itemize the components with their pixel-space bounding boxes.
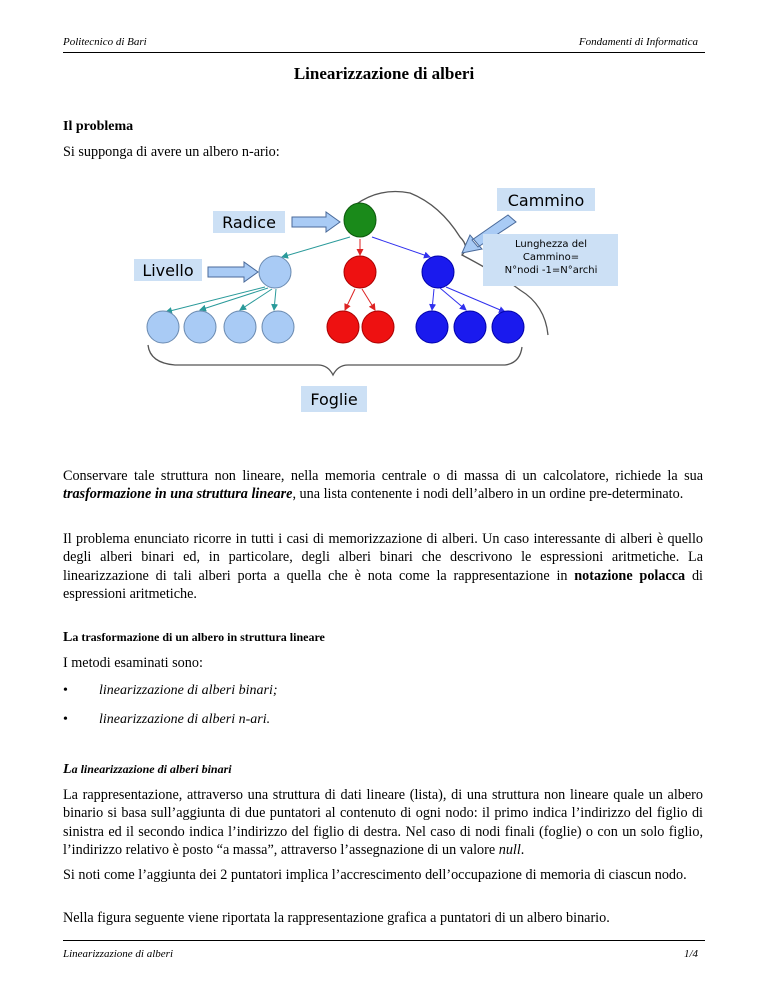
radice-label: Radice: [222, 213, 276, 232]
leaf-node: [147, 311, 179, 343]
paragraph-puntatori: Si noti come l’aggiunta dei 2 puntatori implica l’accrescimento dell’occupazione di memoria di ciascun nodo.: [63, 867, 687, 883]
paragraph-figura: Nella figura seguente viene riportata la rappresentazione grafica a puntatori di un albero binario.: [63, 910, 610, 926]
section-heading-binari: La linearizzazione di alberi binari: [63, 762, 232, 777]
section-heading-trasformazione: La trasformazione di un albero in struttura lineare: [63, 630, 325, 645]
lunghezza-line2: Cammino=: [522, 252, 580, 263]
footer-rule: [63, 940, 705, 941]
paragraph-problema: Il problema enunciato ricorre in tutti i casi di memorizzazione di alberi. Un caso interessante di alberi è quello degli alberi binari ed, in particolare, degli alberi binari che descrivono le espressioni aritmetiche. La linearizzazione di tali alberi porta a quella che è nota come la rappresentazione in notazione polacca di espressioni aritmetiche.: [63, 531, 703, 602]
radice-arrow: [292, 212, 340, 232]
level-node-red: [344, 256, 376, 288]
paragraph-rappresentazione: La rappresentazione, attraverso una struttura di dati lineare (lista), di una struttura non lineare quale un albero binario si basa sull’aggiunta di due puntatori al contenuto di ogni nodo: il primo indica l’indirizzo del figlio di sinistra ed il secondo indica l’indirizzo del figlio di destra. Nel caso di nodi finali (foglie) o con un solo figlio, l’indirizzo relativo è posto “a massa”, attraverso l’assegnazione di un valore null.: [63, 787, 703, 858]
root-node: [344, 203, 376, 237]
level-node-blue: [422, 256, 454, 288]
leaf-node: [224, 311, 256, 343]
foglie-label: Foglie: [310, 390, 358, 409]
footer-left: Linearizzazione di alberi: [63, 948, 174, 960]
leaf-node: [262, 311, 294, 343]
header-left: Politecnico di Bari: [63, 36, 147, 48]
section-heading-problema: Il problema: [63, 119, 134, 134]
leaf-node: [184, 311, 216, 343]
header-right: Fondamenti di Informatica: [578, 36, 698, 48]
leaf-node: [416, 311, 448, 343]
foglie-brace: [148, 345, 522, 375]
section2-intro: I metodi esaminati sono:: [63, 655, 203, 671]
tree-diagram: [0, 175, 768, 425]
page-title: Linearizzazione di alberi: [293, 64, 475, 83]
cammino-label: Cammino: [507, 191, 585, 210]
leaf-node: [492, 311, 524, 343]
header-rule: [63, 52, 705, 53]
lunghezza-line1: Lunghezza del: [515, 239, 587, 250]
leaf-node: [327, 311, 359, 343]
leaf-node: [454, 311, 486, 343]
lunghezza-line3: N°nodi -1=N°archi: [504, 265, 598, 276]
section-intro: Si supponga di avere un albero n-ario:: [63, 144, 280, 160]
level-node-light: [259, 256, 291, 288]
leaf-node: [362, 311, 394, 343]
paragraph-conservare: Conservare tale struttura non lineare, nella memoria centrale o di massa di un calcolatore, richiede la sua trasformazione in una struttura lineare, una lista contenente i nodi dell’albero in un ordine pre-determinato.: [63, 468, 703, 503]
livello-arrow: [208, 262, 258, 282]
livello-label: Livello: [142, 261, 194, 280]
page-number: 1/4: [683, 948, 698, 960]
